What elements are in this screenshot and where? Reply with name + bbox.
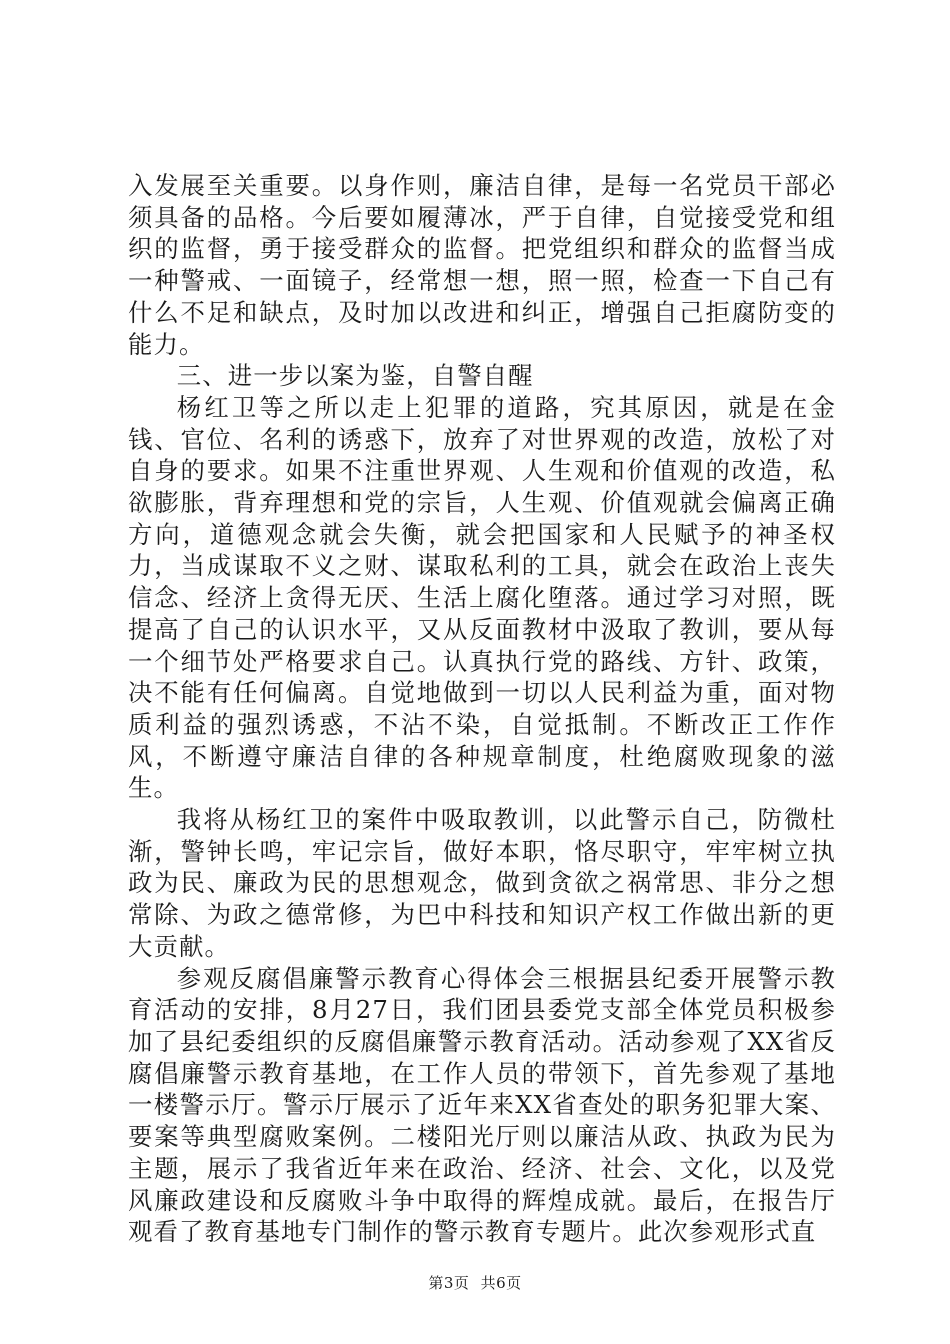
paragraph-3: 我将从杨红卫的案件中吸取教训，以此警示自己，防微杜渐，警钟长鸣，牢记宗旨，做好本职，恪尽职守，牢牢树立执政为民、廉政为民的思想观念，做到贪欲之祸常思、非分之想常除、为政之德常修，为巴中科技和知识产权工作做出新的更大贡献。	[128, 805, 836, 961]
section-heading: 三、进一步以案为鉴，自警自醒	[176, 361, 534, 391]
document-body	[128, 170, 836, 1248]
paragraph-2: 杨红卫等之所以走上犯罪的道路，究其原因，就是在金钱、官位、名利的诱惑下，放弃了对世界观的改造，放松了对自身的要求。如果不注重世界观、人生观和价值观的改造，私欲膨胀，背弃理想和党的宗旨，人生观、价值观就会偏离正确方向，道德观念就会失衡，就会把国家和人民赋予的神圣权力，当成谋取不义之财、谋取私利的工具，就会在政治上丧失信念、经济上贪得无厌、生活上腐化堕落。通过学习对照，既提高了自己的认识水平，又从反面教材中汲取了教训，要从每一个细节处严格要求自己。认真执行党的路线、方针、政策，决不能有任何偏离。自觉地做到一切以人民利益为重，面对物质利益的强烈诱惑，不沾不染，自觉抵制。不断改正工作作风，不断遵守廉洁自律的各种规章制度，杜绝腐败现象的滋生。	[128, 392, 836, 803]
page-number: 第3页	[428, 1274, 470, 1292]
paragraph-4: 参观反腐倡廉警示教育心得体会三根据县纪委开展警示教育活动的安排，8月27日，我们团县委党支部全体党员积极参加了县纪委组织的反腐倡廉警示教育活动。活动参观了XX省反腐倡廉警示教育基地，在工作人员的带领下，首先参观了基地一楼警示厅。警示厅展示了近年来XX省查处的职务犯罪大案、要案等典型腐败案例。二楼阳光厅则以廉洁从政、执政为民为主题，展示了我省近年来在政治、经济、社会、文化，以及党风廉政建设和反腐败斗争中取得的辉煌成就。最后，在报告厅观看了教育基地专门制作的警示教育专题片。此次参观形式直	[128, 963, 836, 1247]
paragraph-1: 入发展至关重要。以身作则，廉洁自律，是每一名党员干部必须具备的品格。今后要如履薄冰，严于自律，自觉接受党和组织的监督，勇于接受群众的监督。把党组织和群众的监督当成一种警戒、一面镜子，经常想一想，照一照，检查一下自己有什么不足和缺点，及时加以改进和纠正，增强自己拒腐防变的能力。	[128, 171, 836, 359]
page-footer	[0, 1273, 950, 1293]
page-total: 共6页	[480, 1274, 522, 1292]
